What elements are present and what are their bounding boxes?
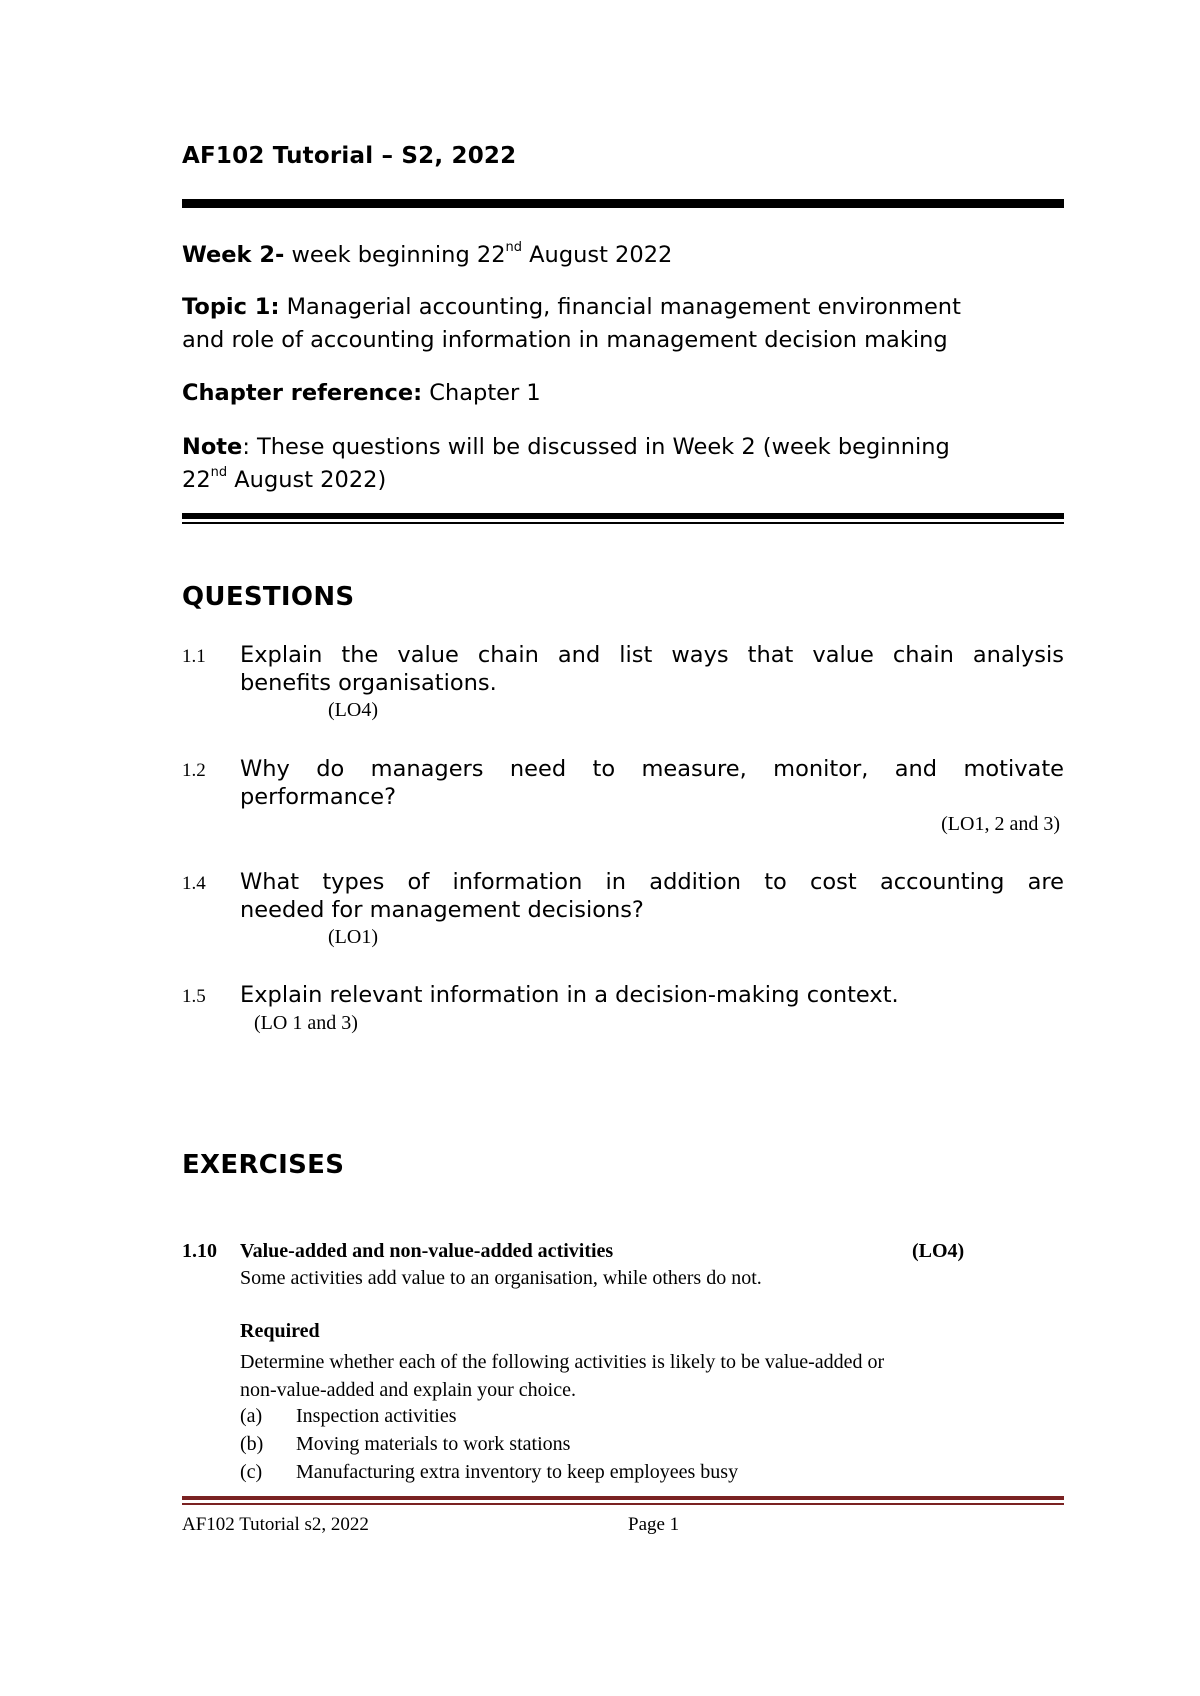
header-rule-thin bbox=[182, 522, 1064, 524]
required-text: Determine whether each of the following activities is likely to be value-added or non-value-added and explain your choice. bbox=[240, 1351, 885, 1401]
note-label: Note bbox=[182, 434, 243, 460]
topic-label: Topic 1: bbox=[182, 294, 280, 320]
question-text: Explain the value chain and list ways that value chain analysis benefits organisations. bbox=[240, 642, 1064, 696]
week-label: Week 2- bbox=[182, 242, 285, 268]
note-line2-post: August 2022) bbox=[227, 467, 387, 493]
topic-line2: and role of accounting information in management decision making bbox=[182, 327, 948, 353]
question-text: Explain relevant information in a decision-making context. bbox=[240, 982, 899, 1008]
exercise-number: 1.10 bbox=[182, 1240, 217, 1262]
question-number: 1.4 bbox=[182, 873, 206, 894]
subitem-text: Inspection activities bbox=[296, 1405, 457, 1427]
question-number: 1.5 bbox=[182, 986, 206, 1007]
learning-outcome: (LO4) bbox=[328, 699, 378, 721]
learning-outcome: (LO1, 2 and 3) bbox=[941, 813, 1060, 835]
question-text: What types of information in addition to cost accounting are needed for management decisions? bbox=[240, 869, 1064, 923]
exercise-title: Value-added and non-value-added activities bbox=[240, 1240, 614, 1262]
chapter-text: Chapter 1 bbox=[422, 380, 541, 406]
page-title: AF102 Tutorial – S2, 2022 bbox=[182, 143, 517, 169]
note-block bbox=[182, 431, 950, 497]
subitem-label: (c) bbox=[240, 1461, 263, 1483]
subitem-text: Moving materials to work stations bbox=[296, 1433, 571, 1455]
footer-rule-thick bbox=[182, 1496, 1064, 1500]
topic-line1: Managerial accounting, financial management environment bbox=[279, 294, 961, 320]
chapter-label: Chapter reference: bbox=[182, 380, 423, 406]
week-line bbox=[182, 239, 672, 272]
note-sup: nd bbox=[210, 465, 228, 480]
note-line1: : These questions will be discussed in Week 2 (week beginning bbox=[242, 434, 950, 460]
learning-outcome: (LO1) bbox=[328, 926, 378, 948]
chapter-line bbox=[182, 377, 541, 410]
required-label: Required bbox=[240, 1320, 320, 1342]
week-sup: nd bbox=[505, 240, 523, 255]
question-text: Why do managers need to measure, monitor, and motivate performance? bbox=[240, 756, 1064, 810]
subitem-text: Manufacturing extra inventory to keep employees busy bbox=[296, 1461, 739, 1483]
questions-heading: QUESTIONS bbox=[182, 582, 355, 612]
title-rule bbox=[182, 199, 1064, 208]
question-number: 1.2 bbox=[182, 760, 206, 781]
week-text-post: August 2022 bbox=[522, 242, 673, 268]
exercises-heading: EXERCISES bbox=[182, 1150, 345, 1180]
exercise-lo: (LO4) bbox=[912, 1240, 965, 1262]
note-line2: 22 bbox=[182, 467, 211, 493]
header-rule-thick bbox=[182, 513, 1064, 519]
question-number: 1.1 bbox=[182, 646, 206, 667]
subitem-label: (a) bbox=[240, 1405, 263, 1427]
subitem-label: (b) bbox=[240, 1433, 264, 1455]
footer-doc-name: AF102 Tutorial s2, 2022 bbox=[182, 1514, 369, 1535]
exercise-intro: Some activities add value to an organisation, while others do not. bbox=[240, 1267, 762, 1289]
footer-rule-thin bbox=[182, 1503, 1064, 1505]
week-text: week beginning 22 bbox=[284, 242, 506, 268]
footer-page-number: Page 1 bbox=[628, 1514, 680, 1535]
learning-outcome: (LO 1 and 3) bbox=[254, 1012, 358, 1034]
topic-block bbox=[182, 291, 961, 357]
